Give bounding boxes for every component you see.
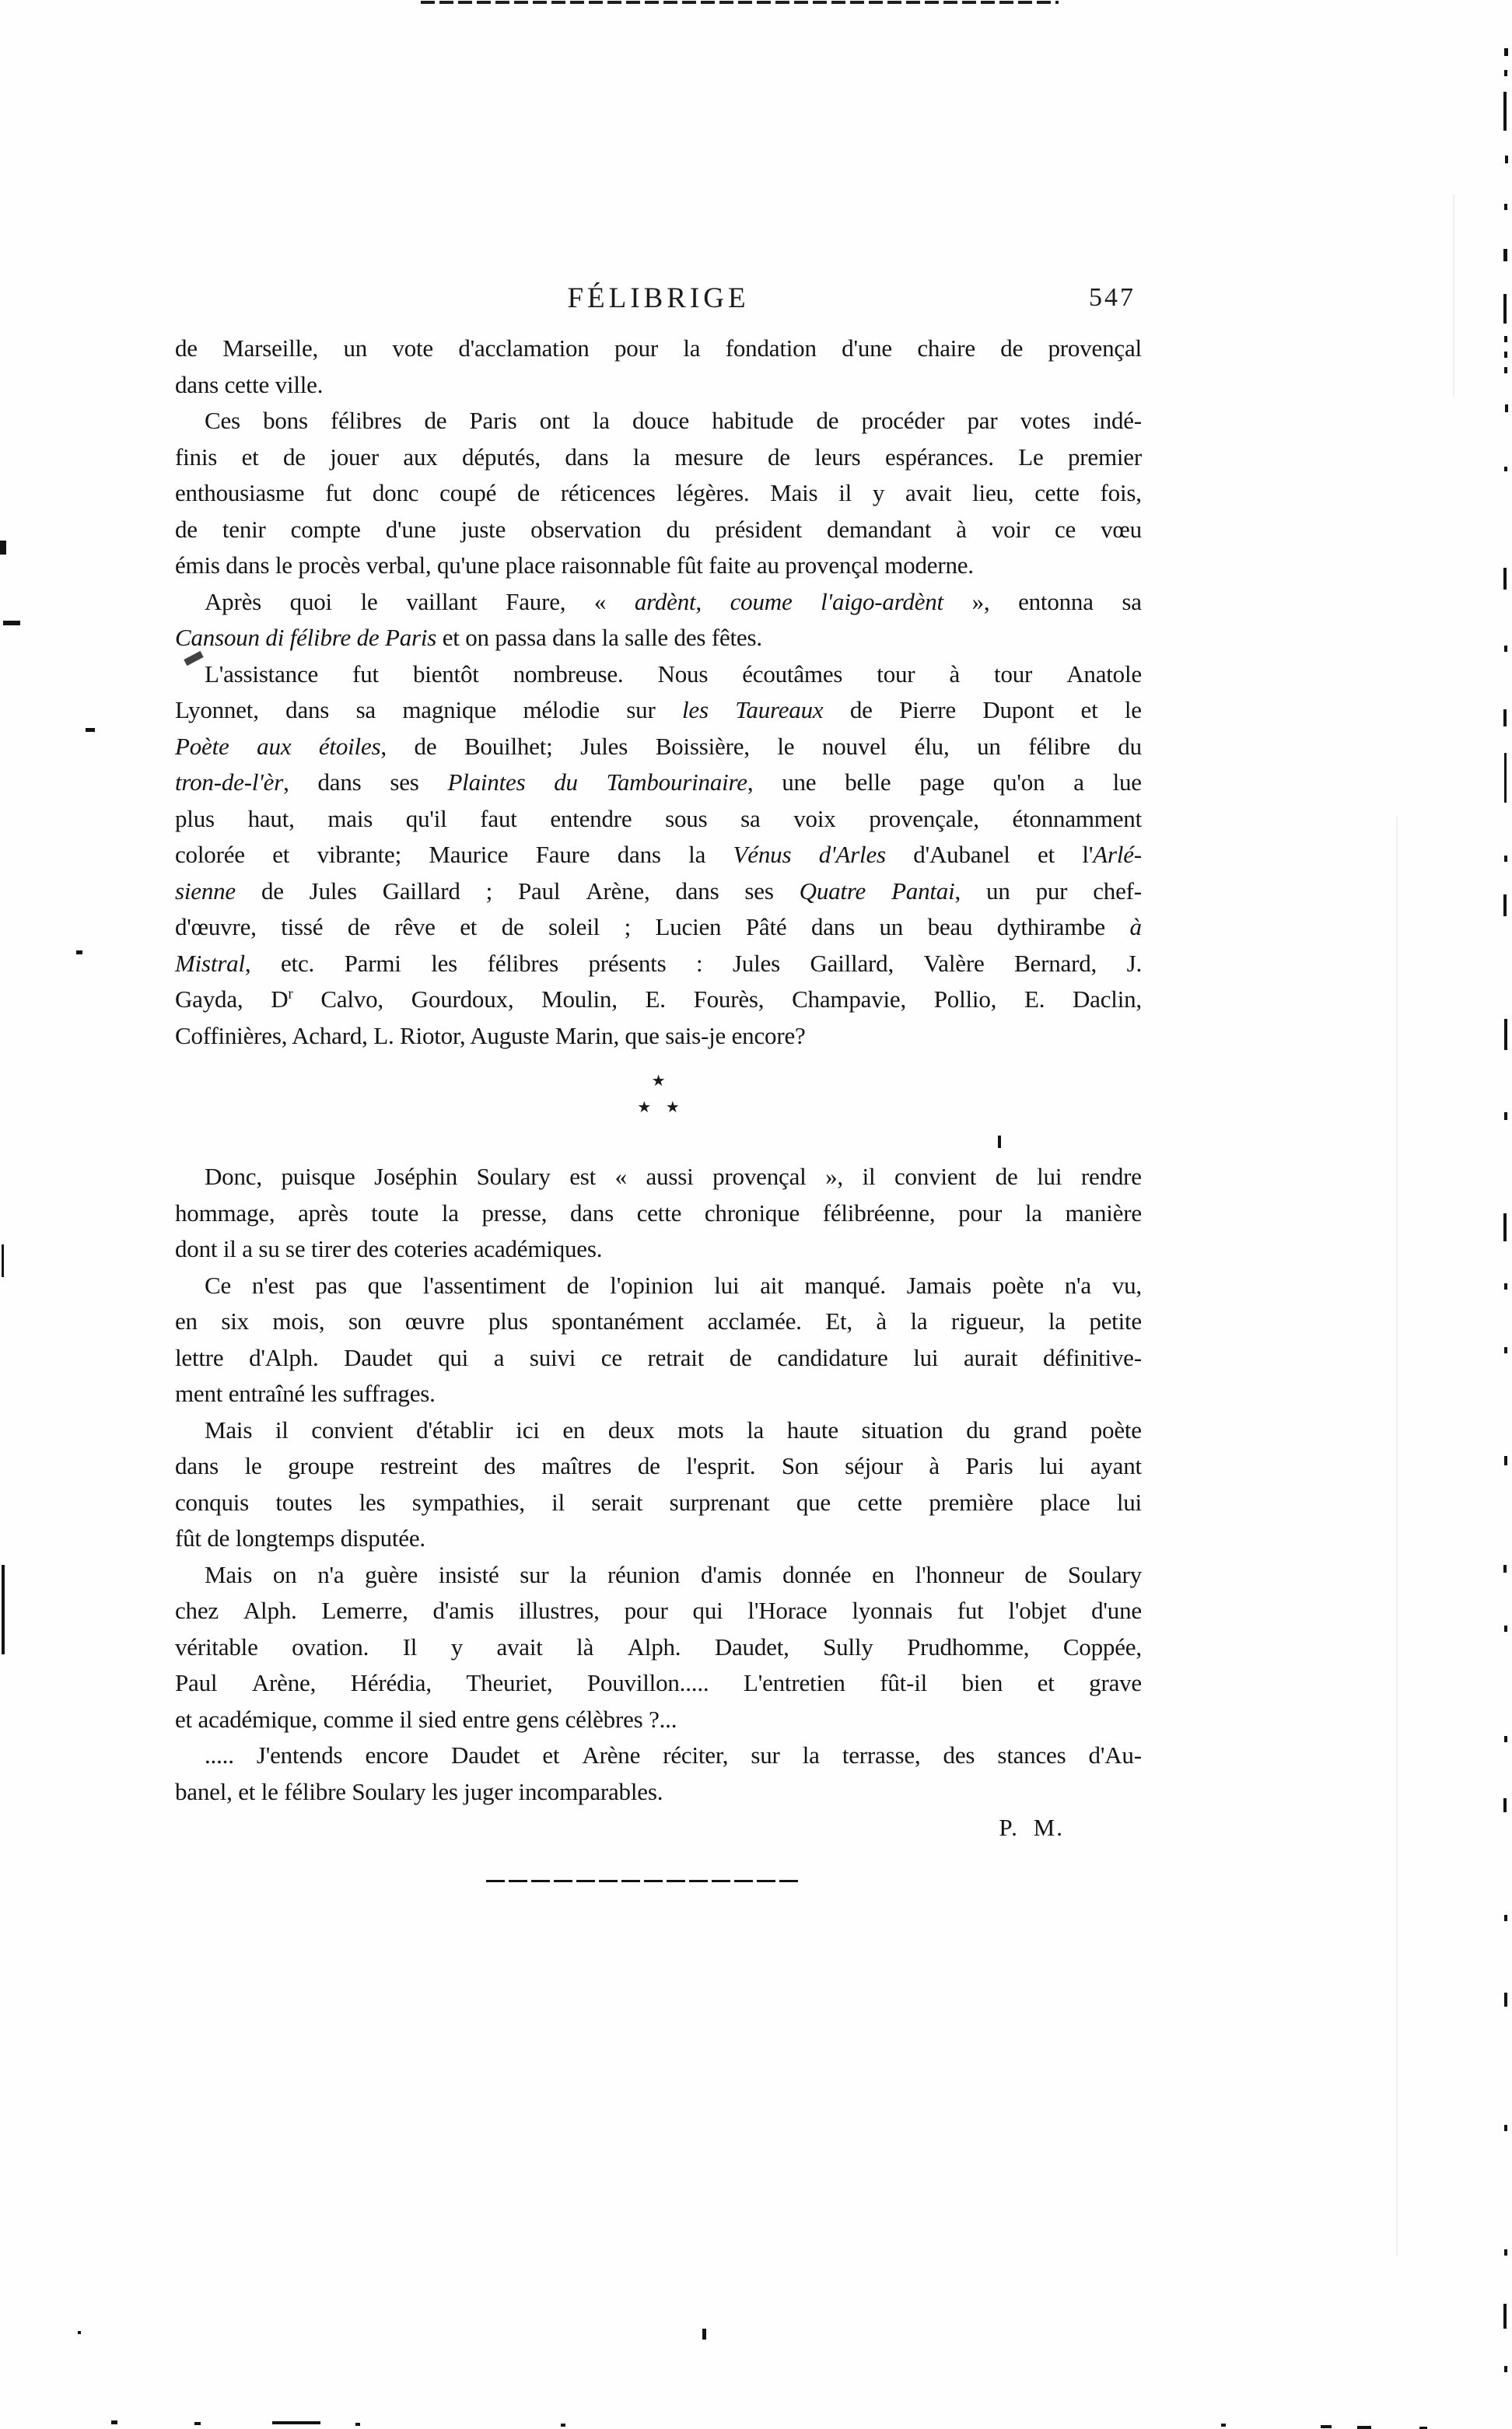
scan-artifact <box>1504 646 1507 652</box>
text-line: fût de longtemps disputée. <box>175 1524 425 1552</box>
scan-artifact <box>1503 1565 1507 1573</box>
text-line: de Marseille, un vote d'acclamation pour la fondation d'une chaire de provençal <box>175 334 1142 362</box>
scan-artifact <box>272 2421 320 2424</box>
text-line: conquis toutes les sympathies, il serait surprenant que cette première place lui <box>175 1488 1142 1516</box>
text-line: Poète aux étoiles, de Bouilhet; Jules Boissière, le nouvel élu, un félibre du <box>175 732 1142 760</box>
text-line: finis et de jouer aux députés, dans la mesure de leurs espérances. Le premier <box>175 443 1142 471</box>
scan-artifact <box>702 2329 706 2340</box>
text-line: et académique, comme il sied entre gens célèbres ?... <box>175 1705 677 1733</box>
scan-artifact <box>1504 1993 1507 2007</box>
article-part-1 <box>175 331 1142 1054</box>
text-line: tron-de-l'èr, dans ses Plaintes du Tambourinaire, une belle page qu'on a lue <box>175 768 1142 796</box>
scan-artifact <box>1504 1915 1507 1921</box>
text-line: dont il a su se tirer des coteries académiques. <box>175 1235 603 1262</box>
scan-artifact <box>1503 249 1507 261</box>
scan-artifact <box>1453 194 1454 397</box>
running-title: FÉLIBRIGE <box>567 282 750 314</box>
text-line: dans le groupe restreint des maîtres de l'esprit. Son séjour à Paris lui ayant <box>175 1452 1142 1479</box>
scan-artifact <box>1504 1456 1507 1465</box>
scan-artifact <box>1503 709 1507 726</box>
text-line: véritable ovation. Il y avait là Alph. Daudet, Sully Prudhomme, Coppée, <box>175 1633 1142 1661</box>
text-line: Donc, puisque Joséphin Soulary est « aussi provençal », il convient de lui rendre <box>205 1163 1142 1190</box>
text-line: en six mois, son œuvre plus spontanément acclamée. Et, à la rigueur, la petite <box>175 1307 1142 1335</box>
text-line: dans cette ville. <box>175 370 324 398</box>
scan-artifact <box>111 2420 117 2424</box>
page-header <box>175 280 1142 319</box>
scan-artifact <box>1504 856 1507 862</box>
scan-artifact <box>1221 2424 1226 2427</box>
scan-artifact <box>1504 1347 1507 1353</box>
text-line: d'œuvre, tissé de rêve et de soleil ; Lucien Pâté dans un beau dythirambe à <box>175 913 1142 940</box>
scan-artifact <box>1504 204 1507 210</box>
scan-artifact <box>1504 467 1507 471</box>
text-line: colorée et vibrante; Maurice Faure dans la Vénus d'Arles d'Aubanel et l'Arlé- <box>175 841 1142 868</box>
text-line: ..... J'entends encore Daudet et Arène réciter, sur la terrasse, des stances d'Au- <box>205 1741 1142 1769</box>
scan-artifact <box>1504 1112 1507 1120</box>
signature-row <box>175 1810 1142 1846</box>
text-line: enthousiasme fut donc coupé de réticences légères. Mais il y avait lieu, cette fois, <box>175 479 1142 506</box>
article-part-2 <box>175 1159 1142 1810</box>
text-line: Ces bons félibres de Paris ont la douce habitude de procéder par votes indé- <box>205 407 1142 434</box>
scan-artifact <box>1504 2249 1507 2256</box>
scan-artifact <box>1504 336 1507 342</box>
text-line: Gayda, $D^r$ Calvo, Gourdoux, Moulin, E. Fourès, Champavie, Pollio, E. Daclin, <box>175 985 1142 1013</box>
scan-artifact <box>1504 352 1507 358</box>
separator-rule <box>486 1880 801 1882</box>
scan-artifact <box>1321 2425 1332 2428</box>
text-line: Coffinières, Achard, L. Riotor, Auguste Marin, que sais-je encore? <box>175 1021 806 1049</box>
text-line: hommage, après toute la presse, dans cette chronique félibréenne, pour la manière <box>175 1199 1142 1227</box>
scan-artifact <box>76 950 82 954</box>
text-line: émis dans le procès verbal, qu'une place raisonnable fût faite au provençal moderne. <box>175 551 974 579</box>
text-line: sienne de Jules Gaillard ; Paul Arène, dans ses Quatre Pantai, un pur chef- <box>175 877 1142 905</box>
scan-artifact <box>78 2331 81 2334</box>
text-line: de tenir compte d'une juste observation du président demandant à voir ce vœu <box>175 515 1142 543</box>
scan-artifact <box>1357 2426 1371 2429</box>
author-initials: P. M. <box>999 1814 1064 1841</box>
text-line: lettre d'Alph. Daudet qui a suivi ce retrait de candidature lui aurait définitive- <box>175 1343 1142 1371</box>
text-line: L'assistance fut bientôt nombreuse. Nous écoutâmes tour à tour Anatole <box>205 660 1142 688</box>
text-line: Cansoun di félibre de Paris et on passa dans la salle des fêtes. <box>175 624 762 651</box>
scan-artifact <box>1505 404 1508 412</box>
scan-artifact <box>1504 2125 1507 2131</box>
scan-artifact <box>0 541 6 555</box>
scan-artifact <box>1504 2366 1507 2372</box>
scan-artifact <box>2 1244 4 1277</box>
text-line: Mistral, etc. Parmi les félibres présents : Jules Gaillard, Valère Bernard, J. <box>175 949 1142 977</box>
asterism-divider <box>175 1068 1142 1121</box>
text-line: banel, et le félibre Soulary les juger incomparables. <box>175 1777 663 1805</box>
scan-artifact <box>998 1136 1001 1148</box>
scan-artifact <box>1503 568 1507 590</box>
scan-artifact <box>1503 1213 1507 1241</box>
scan-artifact <box>1503 2304 1507 2329</box>
text-line: Ce n'est pas que l'assentiment de l'opinion lui ait manqué. Jamais poète n'a vu, <box>205 1271 1142 1299</box>
scan-artifact <box>1504 1283 1507 1290</box>
text-line: ment entraîné les suffrages. <box>175 1380 436 1407</box>
asterisk-icon: ★ <box>651 1073 666 1090</box>
scan-artifact <box>355 2423 360 2426</box>
text-line: Lyonnet, dans sa magnique mélodie sur les Taureaux de Pierre Dupont et le <box>175 696 1142 723</box>
scan-artifact <box>1503 294 1507 324</box>
scan-artifact <box>1504 48 1508 56</box>
top-edge-rule <box>421 1 1059 4</box>
scan-artifact <box>1504 367 1507 373</box>
scan-artifact <box>1503 894 1507 916</box>
scan-artifact <box>561 2424 565 2427</box>
text-line: chez Alph. Lemerre, d'amis illustres, pour qui l'Horace lyonnais fut l'objet d'une <box>175 1597 1142 1624</box>
scan-artifact <box>1504 1019 1507 1050</box>
scan-artifact <box>1503 1798 1507 1812</box>
asterisk-pair-icon: ★ ★ <box>637 1099 680 1116</box>
scan-artifact <box>1504 1736 1507 1742</box>
scan-artifact <box>194 2422 201 2425</box>
scan-artifact <box>1504 753 1507 803</box>
text-line: Paul Arène, Hérédia, Theuriet, Pouvillon..... L'entretien fût-il bien et grave <box>175 1669 1142 1696</box>
scan-artifact <box>1505 156 1508 163</box>
scan-artifact <box>1504 1626 1507 1632</box>
page-number: 547 <box>1089 283 1136 312</box>
article-body <box>175 331 1142 1846</box>
text-line: plus haut, mais qu'il faut entendre sous sa voix provençale, étonnamment <box>175 804 1142 832</box>
text-line: Mais il convient d'établir ici en deux mots la haute situation du grand poète <box>205 1416 1142 1444</box>
scan-artifact <box>2 1565 5 1654</box>
text-line: Après quoi le vaillant Faure, « ardènt, coume l'aigo-ardènt », entonna sa <box>205 587 1142 615</box>
scan-artifact <box>1503 92 1507 131</box>
scan-artifact <box>86 728 95 732</box>
text-line: Mais on n'a guère insisté sur la réunion d'amis donnée en l'honneur de Soulary <box>205 1560 1142 1588</box>
scan-artifact <box>3 621 20 625</box>
scan-artifact <box>1396 817 1398 2256</box>
scan-artifact <box>1504 70 1507 76</box>
